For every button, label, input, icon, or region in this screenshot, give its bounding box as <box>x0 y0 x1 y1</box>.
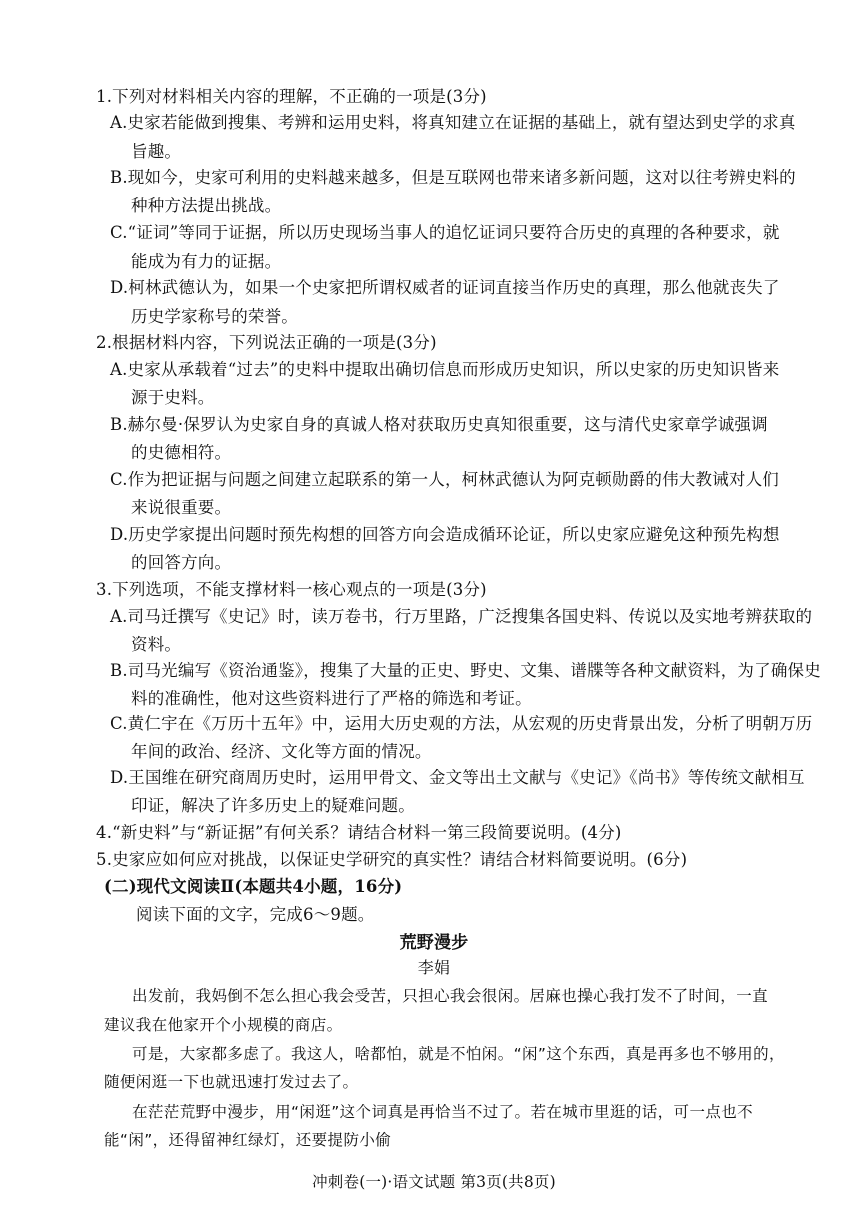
prose-line: 能“闲”，还得留神红绿灯，还要提防小偷 <box>104 1131 392 1149</box>
article-title: 荒野漫步 <box>399 933 469 953</box>
q3-option-c-cont: 年间的政治、经济、文化等方面的情况。 <box>131 742 432 761</box>
question-5: 5.史家应如何应对挑战，以保证史学研究的真实性？请结合材料简要说明。(6分) <box>96 850 688 869</box>
q1-option-c: C.“证词”等同于证据，所以历史现场当事人的追忆证词只要符合历史的真理的各种要求，就 <box>110 223 780 242</box>
q3-option-c: C.黄仁宇在《万历十五年》中，运用大历史观的方法，从宏观的历史背景出发，分析了明朝万历 <box>110 714 813 733</box>
q1-option-b: B.现如今，史家可利用的史料越来越多，但是互联网也带来诸多新问题，这对以往考辨史料的 <box>110 168 796 187</box>
q2-option-d: D.历史学家提出问题时预先构想的回答方向会造成循环论证，所以史家应避免这种预先构想 <box>110 525 780 544</box>
page-footer: 冲刺卷(一)·语文试题 第3页(共8页) <box>312 1173 556 1191</box>
q3-option-a: A.司马迁撰写《史记》时，读万卷书，行万里路，广泛搜集各国史料、传说以及实地考辨获取的 <box>110 607 813 626</box>
q3-option-d-cont: 印证，解决了许多历史上的疑难问题。 <box>131 796 415 815</box>
question-3-stem: 3.下列选项，不能支撑材料一核心观点的一项是(3分) <box>96 580 487 599</box>
q2-option-b: B.赫尔曼·保罗认为史家自身的真诚人格对获取历史真知很重要，这与清代史家章学诚强调 <box>110 415 768 434</box>
prose-line: 在茫茫荒野中漫步，用“闲逛”这个词真是再恰当不过了。若在城市里逛的话，可一点也不 <box>132 1103 754 1121</box>
q2-option-c: C.作为把证据与问题之间建立起联系的第一人，柯林武德认为阿克顿勋爵的伟大教诫对人们 <box>110 470 779 489</box>
q2-option-c-cont: 来说很重要。 <box>131 498 232 517</box>
q1-option-d-cont: 历史学家称号的荣誉。 <box>131 307 298 326</box>
q2-option-d-cont: 的回答方向。 <box>131 553 232 572</box>
q2-option-b-cont: 的史德相符。 <box>131 443 232 462</box>
prose-line: 建议我在他家开个小规模的商店。 <box>104 1016 343 1034</box>
question-2-stem: 2.根据材料内容，下列说法正确的一项是(3分) <box>96 333 437 352</box>
q1-option-b-cont: 种种方法提出挑战。 <box>131 196 282 215</box>
prose-line: 随便闲逛一下也就迅速打发过去了。 <box>104 1073 359 1091</box>
q1-option-d: D.柯林武德认为，如果一个史家把所谓权威者的证词直接当作历史的真理，那么他就丧失了 <box>110 278 780 297</box>
prose-line: 可是，大家都多虑了。我这人，啥都怕，就是不怕闲。“闲”这个东西，真是再多也不够用的， <box>132 1045 785 1063</box>
q1-option-a: A.史家若能做到搜集、考辨和运用史料，将真知建立在证据的基础上，就有望达到史学的求真 <box>110 113 796 132</box>
q3-option-b: B.司马光编写《资治通鉴》，搜集了大量的正史、野史、文集、谱牒等各种文献资料，为了确保史 <box>110 661 821 680</box>
q1-option-a-cont: 旨趣。 <box>131 142 182 161</box>
section-heading: (二)现代文阅读Ⅱ(本题共4小题，16分) <box>104 877 403 896</box>
q3-option-b-cont: 料的准确性，他对这些资料进行了严格的筛选和考证。 <box>131 689 532 708</box>
question-4: 4.“新史料”与“新证据”有何关系？请结合材料一第三段简要说明。(4分) <box>96 823 622 842</box>
question-1-stem: 1.下列对材料相关内容的理解，不正确的一项是(3分) <box>96 87 487 106</box>
article-author: 李娟 <box>417 958 451 977</box>
prose-line: 出发前，我妈倒不怎么担心我会受苦，只担心我会很闲。居麻也操心我打发不了时间，一直 <box>132 987 769 1005</box>
q2-option-a-cont: 源于史料。 <box>131 388 215 407</box>
q3-option-a-cont: 资料。 <box>131 635 182 654</box>
q2-option-a: A.史家从承载着“过去”的史料中提取出确切信息而形成历史知识，所以史家的历史知识皆来 <box>110 360 780 379</box>
q3-option-d: D.王国维在研究商周历史时，运用甲骨文、金文等出土文献与《史记》《尚书》等传统文献相互 <box>110 768 805 787</box>
q1-option-c-cont: 能成为有力的证据。 <box>131 252 282 271</box>
reading-instruction: 阅读下面的文字，完成6～9题。 <box>136 905 375 924</box>
